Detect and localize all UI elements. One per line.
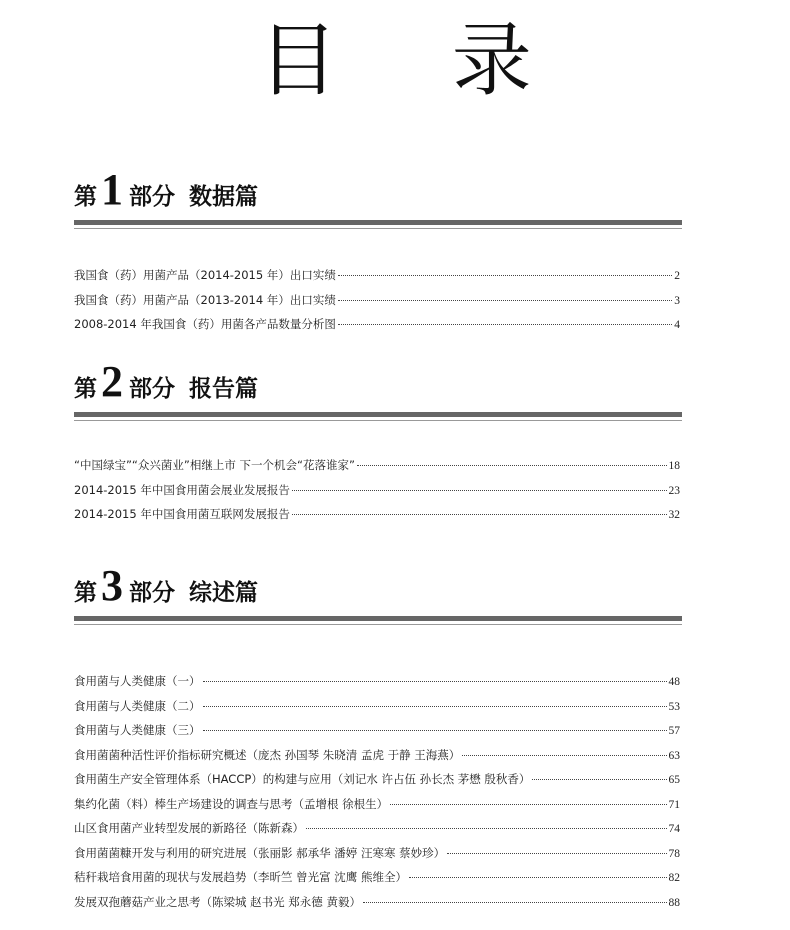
toc-entry[interactable] — [74, 505, 680, 530]
toc-entry-page: 71 — [668, 798, 680, 811]
toc-entry-title: 发展双孢蘑菇产业之思考（陈梁城 赵书光 郑永德 黄毅） — [74, 894, 361, 909]
toc-entry-page: 78 — [668, 847, 680, 860]
section-header — [74, 561, 682, 614]
dot-leader — [390, 804, 666, 805]
toc-entry[interactable] — [74, 697, 680, 722]
toc-entry[interactable] — [74, 672, 680, 697]
toc-entry-title: 2008-2014 年我国食（药）用菌各产品数量分析图 — [74, 317, 336, 331]
section-rule-thick — [74, 412, 682, 417]
toc-entry[interactable] — [74, 795, 680, 820]
dot-leader — [292, 514, 667, 515]
toc-entry-title: 食用菌与人类健康（一） — [74, 674, 201, 688]
dot-leader — [338, 275, 672, 276]
toc-entry-page: 18 — [668, 460, 680, 472]
toc-entries — [74, 456, 680, 530]
section-number: 3 — [101, 561, 123, 610]
dot-leader — [203, 681, 667, 682]
section-rule-thick — [74, 616, 682, 621]
toc-entry-page: 63 — [668, 749, 680, 762]
toc-entry-page: 88 — [668, 896, 680, 909]
toc-entry[interactable] — [74, 893, 680, 918]
toc-entry-page: 57 — [668, 725, 680, 737]
dot-leader — [363, 902, 667, 903]
toc-entry-title: 山区食用菌产业转型发展的新路径（陈新森） — [74, 821, 304, 835]
toc-entry-page: 3 — [674, 294, 680, 307]
toc-entry-page: 2 — [674, 270, 680, 282]
section-3 — [74, 561, 682, 909]
section-rule-thick — [74, 220, 682, 225]
toc-entry[interactable] — [74, 868, 680, 893]
toc-entry-page: 48 — [668, 676, 680, 688]
section-name: 报告篇 — [189, 375, 258, 402]
toc-entry-title: 2014-2015 年中国食用菌互联网发展报告 — [74, 507, 290, 521]
toc-entry-title: 食用菌与人类健康（二） — [74, 698, 201, 713]
toc-entries — [74, 266, 680, 340]
section-number: 2 — [101, 357, 123, 406]
toc-entry[interactable] — [74, 456, 680, 481]
toc-entry[interactable] — [74, 266, 680, 291]
toc-entry[interactable] — [74, 844, 680, 869]
dot-leader — [462, 755, 666, 756]
section-header — [74, 357, 682, 410]
dot-leader — [203, 706, 667, 707]
section-rule-thin — [74, 624, 682, 625]
toc-entry[interactable] — [74, 481, 680, 506]
dot-leader — [338, 324, 672, 325]
toc-entry[interactable] — [74, 746, 680, 771]
toc-entry-page: 23 — [668, 484, 680, 497]
section-label-post: 部分 — [129, 579, 175, 606]
section-label-pre: 第 — [74, 375, 97, 402]
dot-leader — [447, 853, 666, 854]
toc-entry-page: 53 — [668, 700, 680, 713]
dot-leader — [338, 300, 672, 301]
toc-entry-page: 74 — [668, 823, 680, 835]
toc-entry-page: 65 — [668, 774, 680, 786]
dot-leader — [409, 877, 667, 878]
toc-entry[interactable] — [74, 291, 680, 316]
page-title: 目 录 — [258, 14, 576, 107]
section-label-post: 部分 — [129, 183, 175, 210]
section-label-pre: 第 — [74, 579, 97, 606]
toc-entry-title: 食用菌菌糠开发与利用的研究进展（张丽影 郝承华 潘婷 汪寒寒 蔡妙珍） — [74, 845, 446, 860]
dot-leader — [357, 465, 667, 466]
toc-entries — [74, 672, 680, 917]
toc-entry-title: 食用菌与人类健康（三） — [74, 723, 201, 737]
dot-leader — [532, 779, 666, 780]
toc-entry[interactable] — [74, 315, 680, 340]
section-name: 综述篇 — [189, 579, 258, 606]
section-rule-thin — [74, 420, 682, 421]
section-number: 1 — [101, 165, 123, 214]
dot-leader — [292, 490, 667, 491]
section-label-post: 部分 — [129, 375, 175, 402]
toc-entry-page: 82 — [668, 872, 680, 884]
section-1 — [74, 165, 682, 331]
section-label-pre: 第 — [74, 183, 97, 210]
toc-entry-title: 秸秆栽培食用菌的现状与发展趋势（李昕竺 曾光富 沈鹰 熊维全） — [74, 870, 407, 884]
toc-entry-page: 32 — [668, 509, 680, 521]
toc-entry[interactable] — [74, 819, 680, 844]
toc-entry-title: 食用菌生产安全管理体系（HACCP）的构建与应用（刘记水 许占伍 孙长杰 茅懋 殷秋香） — [74, 772, 531, 786]
toc-entry-title: 集约化菌（料）棒生产场建设的调查与思考（孟增根 徐根生） — [74, 796, 389, 811]
section-header — [74, 165, 682, 218]
dot-leader — [306, 828, 667, 829]
toc-entry[interactable] — [74, 770, 680, 795]
toc-entry-title: 食用菌菌种活性评价指标研究概述（庞杰 孙国琴 朱晓清 孟虎 于静 王海燕） — [74, 747, 461, 762]
toc-entry-title: 2014-2015 年中国食用菌会展业发展报告 — [74, 482, 290, 497]
section-2 — [74, 357, 682, 521]
toc-entry-title: 我国食（药）用菌产品（2013-2014 年）出口实绩 — [74, 292, 336, 307]
toc-entry-title: “中国绿宝”“众兴菌业”相继上市 下一个机会“花落谁家” — [74, 458, 355, 472]
toc-entry-title: 我国食（药）用菌产品（2014-2015 年）出口实绩 — [74, 268, 336, 282]
section-rule-thin — [74, 228, 682, 229]
toc-entry-page: 4 — [674, 319, 680, 331]
dot-leader — [203, 730, 667, 731]
toc-entry[interactable] — [74, 721, 680, 746]
section-name: 数据篇 — [189, 183, 258, 210]
